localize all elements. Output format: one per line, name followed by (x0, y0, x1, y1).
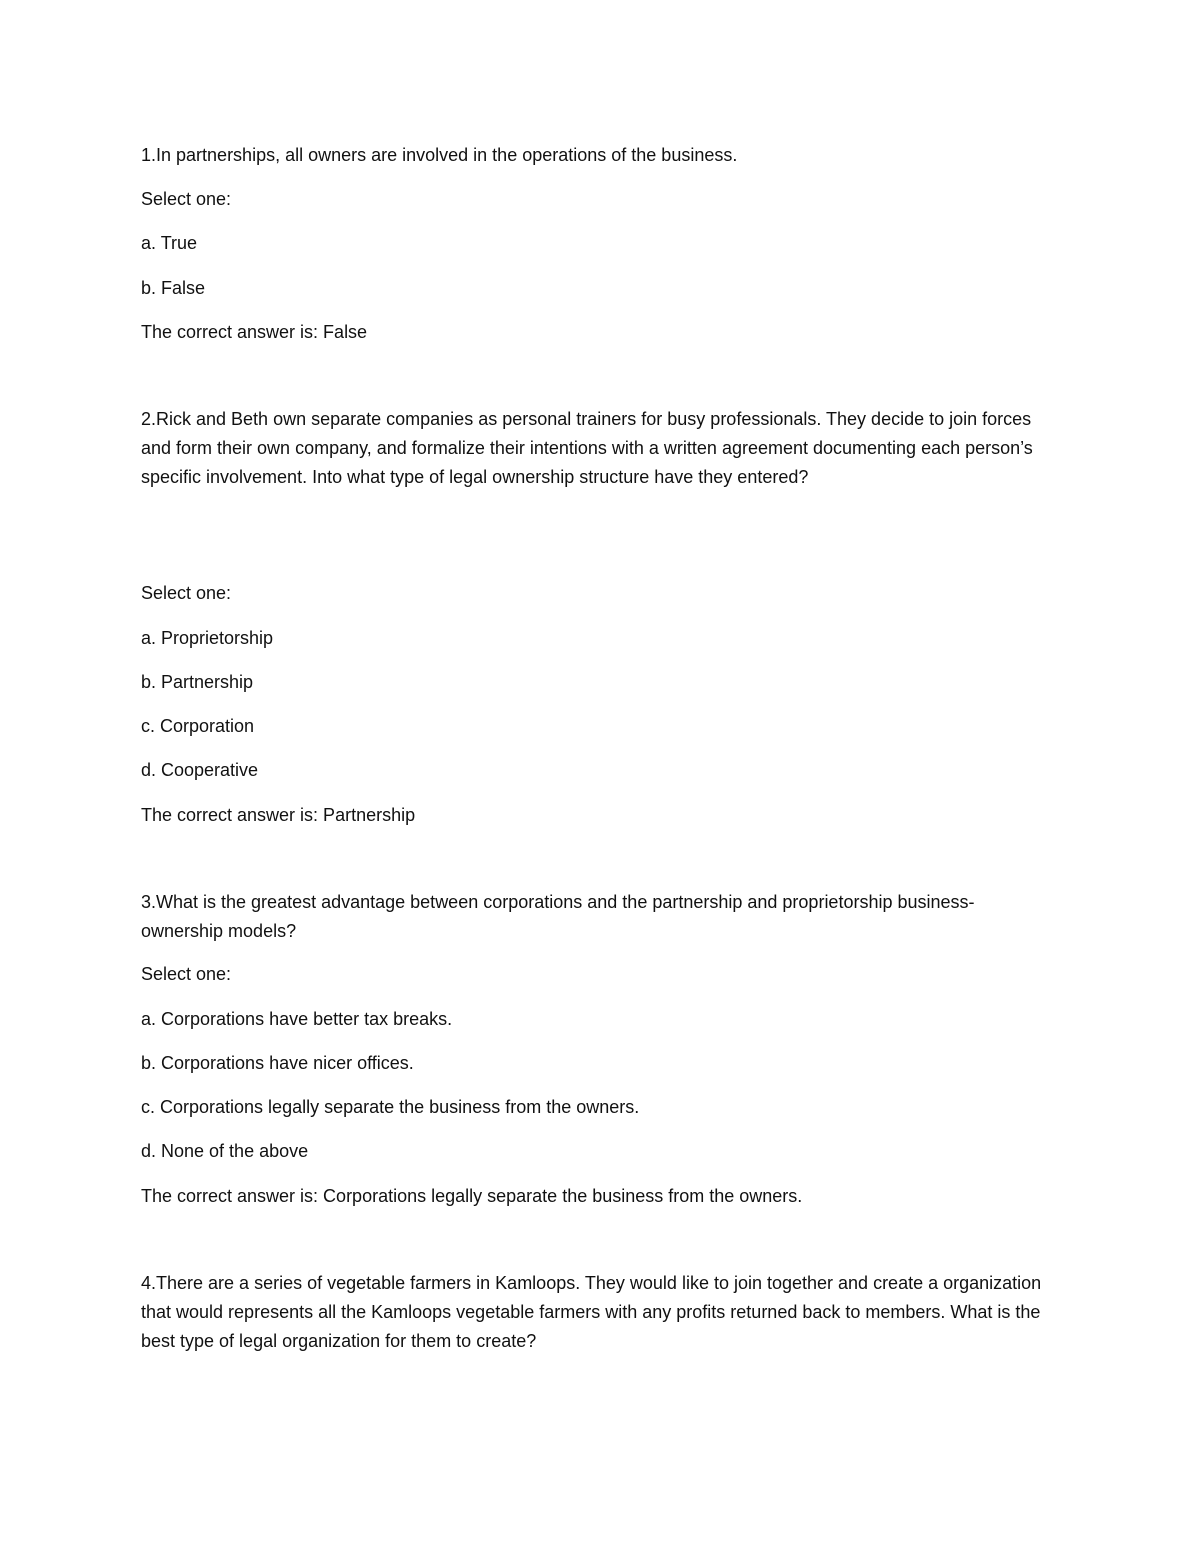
question-3-option-b: b. Corporations have nicer offices. (141, 1053, 414, 1073)
question-3-option-c: c. Corporations legally separate the business from the owners. (141, 1097, 640, 1117)
question-3-select-label: Select one: (141, 964, 232, 984)
question-1-answer: The correct answer is: False (141, 322, 368, 342)
question-3-option-d: d. None of the above (141, 1141, 309, 1161)
question-2-select-label: Select one: (141, 583, 232, 603)
question-1-select-label: Select one: (141, 189, 232, 209)
question-2-option-d: d. Cooperative (141, 760, 259, 780)
question-2-option-a: a. Proprietorship (141, 628, 274, 648)
question-2-answer: The correct answer is: Partnership (141, 805, 416, 825)
question-2-option-b: b. Partnership (141, 672, 254, 692)
question-4-prompt: 4.There are a series of vegetable farmers in Kamloops. They would like to join together and create a organization that would represents all the Kamloops vegetable farmers with any profits returned back to members. What is the best type of legal organization for them to create? (141, 1273, 1042, 1351)
question-3-prompt: 3.What is the greatest advantage between corporations and the partnership and proprietorship business-ownership models? (141, 892, 975, 941)
question-1-option-a: a. True (141, 233, 198, 253)
question-2-prompt: 2.Rick and Beth own separate companies as personal trainers for busy professionals. They decide to join forces and form their own company, and formalize their intentions with a written agreement documenting each person’s specific involvement. Into what type of legal ownership structure have they entered? (141, 409, 1033, 487)
question-2-option-c: c. Corporation (141, 716, 255, 736)
question-3-option-a: a. Corporations have better tax breaks. (141, 1009, 453, 1029)
question-1-option-b: b. False (141, 278, 206, 298)
question-1-prompt: 1.In partnerships, all owners are involved in the operations of the business. (141, 145, 738, 165)
document-page (141, 0, 1061, 1553)
question-3-answer: The correct answer is: Corporations legally separate the business from the owners. (141, 1186, 803, 1206)
